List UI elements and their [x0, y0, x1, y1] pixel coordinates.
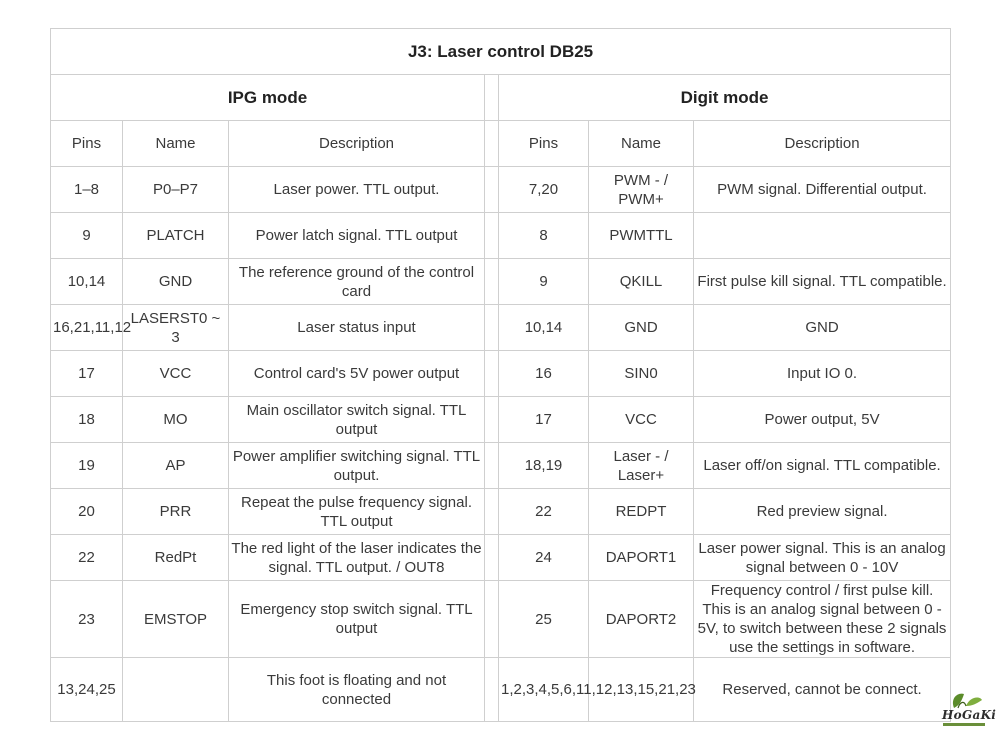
digit-description-cell: PWM signal. Differential output.: [694, 167, 951, 213]
ipg-description-cell: This foot is floating and not connected: [229, 658, 485, 722]
column-gap: [485, 535, 499, 581]
digit-description-cell: Power output, 5V: [694, 397, 951, 443]
table-row: [51, 397, 951, 443]
ipg-name-cell: GND: [123, 259, 229, 305]
digit-description-cell: Laser power signal. This is an analog signal between 0 - 10V: [694, 535, 951, 581]
digit-pins-cell: 1,2,3,4,5,6,11,12,13,15,21,23: [499, 658, 589, 722]
table-row: [51, 167, 951, 213]
ipg-name-cell: LASERST0 ~ 3: [123, 305, 229, 351]
ipg-description-cell: Repeat the pulse frequency signal. TTL output: [229, 489, 485, 535]
column-gap: [485, 443, 499, 489]
ipg-pins-cell: 16,21,11,12: [51, 305, 123, 351]
ipg-mode-heading: IPG mode: [51, 75, 485, 121]
column-gap: [485, 397, 499, 443]
ipg-name-cell: [123, 658, 229, 722]
ipg-pins-cell: 19: [51, 443, 123, 489]
ipg-pins-cell: 10,14: [51, 259, 123, 305]
column-gap: [485, 351, 499, 397]
table-row: [51, 443, 951, 489]
table-row: [51, 305, 951, 351]
digit-description-cell: Reserved, cannot be connect.: [694, 658, 951, 722]
digit-name-cell: PWMTTL: [589, 213, 694, 259]
ipg-pins-cell: 17: [51, 351, 123, 397]
digit-name-cell: PWM - / PWM+: [589, 167, 694, 213]
ipg-name-cell: VCC: [123, 351, 229, 397]
digit-name-cell: DAPORT2: [589, 581, 694, 658]
digit-name-cell: DAPORT1: [589, 535, 694, 581]
digit-pins-header: Pins: [499, 121, 589, 167]
ipg-description-header: Description: [229, 121, 485, 167]
ipg-description-cell: Laser power. TTL output.: [229, 167, 485, 213]
digit-pins-cell: 18,19: [499, 443, 589, 489]
column-gap: [485, 167, 499, 213]
ipg-description-cell: Emergency stop switch signal. TTL output: [229, 581, 485, 658]
digit-name-header: Name: [589, 121, 694, 167]
table-row: [51, 259, 951, 305]
table-row: [51, 489, 951, 535]
ipg-name-cell: MO: [123, 397, 229, 443]
column-gap: [485, 305, 499, 351]
table-title: J3: Laser control DB25: [51, 29, 951, 75]
table-row: [51, 581, 951, 658]
ipg-description-cell: The red light of the laser indicates the signal. TTL output. / OUT8: [229, 535, 485, 581]
logo-underline: [943, 723, 985, 726]
table-row: [51, 658, 951, 722]
digit-description-cell: Input IO 0.: [694, 351, 951, 397]
ipg-name-cell: EMSTOP: [123, 581, 229, 658]
ipg-description-cell: Power latch signal. TTL output: [229, 213, 485, 259]
ipg-description-cell: Control card's 5V power output: [229, 351, 485, 397]
digit-mode-heading: Digit mode: [499, 75, 951, 121]
ipg-description-cell: Main oscillator switch signal. TTL output: [229, 397, 485, 443]
digit-name-cell: GND: [589, 305, 694, 351]
column-gap: [485, 213, 499, 259]
digit-pins-cell: 25: [499, 581, 589, 658]
digit-pins-cell: 16: [499, 351, 589, 397]
ipg-name-cell: RedPt: [123, 535, 229, 581]
ipg-name-cell: PRR: [123, 489, 229, 535]
digit-pins-cell: 9: [499, 259, 589, 305]
digit-pins-cell: 8: [499, 213, 589, 259]
ipg-pins-cell: 23: [51, 581, 123, 658]
ipg-name-cell: AP: [123, 443, 229, 489]
digit-pins-cell: 10,14: [499, 305, 589, 351]
ipg-pins-cell: 22: [51, 535, 123, 581]
digit-name-cell: SIN0: [589, 351, 694, 397]
ipg-description-cell: Laser status input: [229, 305, 485, 351]
ipg-pins-header: Pins: [51, 121, 123, 167]
ipg-name-header: Name: [123, 121, 229, 167]
ipg-pins-cell: 18: [51, 397, 123, 443]
pinout-table: [50, 28, 951, 722]
digit-description-cell: [694, 213, 951, 259]
column-gap: [485, 489, 499, 535]
table-row: [51, 351, 951, 397]
ipg-description-cell: Power amplifier switching signal. TTL output.: [229, 443, 485, 489]
digit-pins-cell: 7,20: [499, 167, 589, 213]
column-gap: [485, 75, 499, 121]
ipg-pins-cell: 9: [51, 213, 123, 259]
digit-description-header: Description: [694, 121, 951, 167]
table-row: [51, 213, 951, 259]
brand-logo-text: HoGaKi: [942, 708, 997, 722]
digit-pins-cell: 17: [499, 397, 589, 443]
column-gap: [485, 658, 499, 722]
digit-description-cell: Frequency control / first pulse kill. This is an analog signal between 0 - 5V, to switch between these 2 signals use the settings in software.: [694, 581, 951, 658]
digit-description-cell: GND: [694, 305, 951, 351]
digit-name-cell: Laser - / Laser+: [589, 443, 694, 489]
ipg-description-cell: The reference ground of the control card: [229, 259, 485, 305]
column-gap: [485, 581, 499, 658]
digit-description-cell: Red preview signal.: [694, 489, 951, 535]
digit-name-cell: REDPT: [589, 489, 694, 535]
digit-description-cell: First pulse kill signal. TTL compatible.: [694, 259, 951, 305]
ipg-pins-cell: 13,24,25: [51, 658, 123, 722]
digit-pins-cell: 22: [499, 489, 589, 535]
digit-pins-cell: 24: [499, 535, 589, 581]
digit-description-cell: Laser off/on signal. TTL compatible.: [694, 443, 951, 489]
table-row: [51, 535, 951, 581]
digit-name-cell: QKILL: [589, 259, 694, 305]
ipg-name-cell: PLATCH: [123, 213, 229, 259]
ipg-pins-cell: 20: [51, 489, 123, 535]
column-gap: [485, 121, 499, 167]
digit-name-cell: VCC: [589, 397, 694, 443]
ipg-pins-cell: 1–8: [51, 167, 123, 213]
ipg-name-cell: P0–P7: [123, 167, 229, 213]
column-gap: [485, 259, 499, 305]
